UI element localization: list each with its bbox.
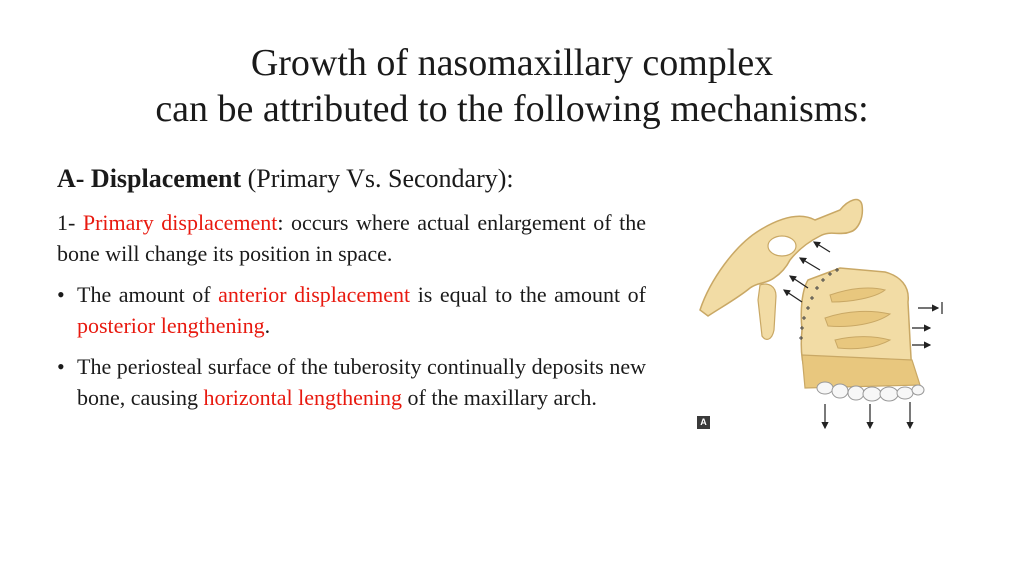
point-1-rest: : occurs where actual enlargement of the bone will change its position in space. bbox=[57, 210, 646, 266]
title-line-2: can be attributed to the following mechanisms: bbox=[155, 88, 869, 130]
bullet-1-text-b: is equal to the amount of bbox=[410, 282, 646, 307]
bullet-1-highlight-b: posterior lengthening bbox=[77, 313, 265, 338]
bullet-1-text-a: The amount of bbox=[77, 282, 219, 307]
point-1-paragraph bbox=[57, 207, 646, 269]
figure-label: A bbox=[697, 416, 710, 429]
title-line-1: Growth of nasomaxillary complex bbox=[250, 42, 774, 84]
nasomaxillary-diagram bbox=[690, 190, 952, 440]
growth-arrows-down bbox=[825, 402, 910, 428]
heading-bold: A- Displacement bbox=[57, 164, 242, 193]
heading-rest: (Primary Vs. Secondary): bbox=[241, 164, 514, 193]
nasal-process bbox=[758, 284, 776, 339]
point-1-highlight: Primary displacement bbox=[82, 210, 278, 235]
bullet-2-text-b: of the maxillary arch. bbox=[402, 385, 597, 410]
section-heading bbox=[57, 163, 514, 195]
bullet-1-text-c: . bbox=[264, 313, 271, 338]
bullet-item-1 bbox=[57, 279, 646, 341]
slide-title bbox=[0, 40, 1024, 132]
bullet-2-highlight: horizontal lengthening bbox=[203, 385, 403, 410]
growth-arrows-right bbox=[912, 308, 938, 345]
bullet-2-text-a: The periosteal surface of the tuberosity continually deposits new bone, causing bbox=[77, 354, 646, 410]
point-1-prefix: 1- bbox=[57, 210, 83, 235]
orbit-hole bbox=[768, 236, 796, 256]
bullet-item-2 bbox=[57, 351, 646, 413]
bullet-text bbox=[77, 351, 646, 413]
bullet-1-highlight-a: anterior displacement bbox=[218, 282, 411, 307]
bullet-marker: • bbox=[57, 282, 65, 307]
bullet-marker: • bbox=[57, 354, 65, 379]
bullet-text bbox=[77, 279, 646, 341]
